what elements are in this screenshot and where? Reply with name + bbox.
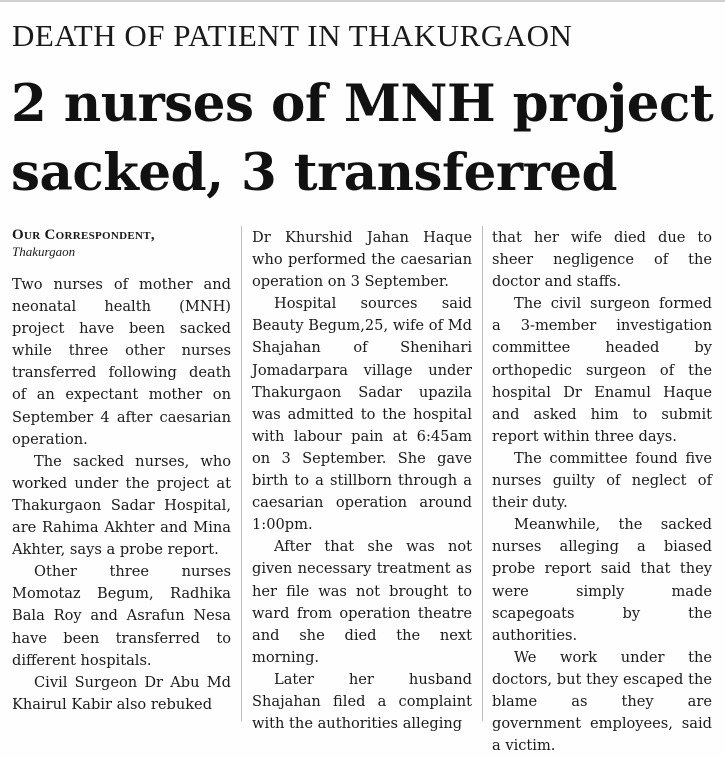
paragraph: Two nurses of mother and neonatal health (MNH) project have been sacked while three other nurses transferred following death of an expectant mother on September 4 after caesarian operation.: [12, 276, 231, 448]
column-1: [12, 226, 231, 725]
paragraph: Later her husband Shajahan filed a complaint with the authorities alleging: [252, 670, 472, 733]
paragraph: We work under the doctors, but they escaped the blame as they are government employees, said a victim.: [492, 648, 712, 755]
column-divider: [482, 226, 483, 721]
paragraph: The committee found five nurses guilty of neglect of their duty.: [492, 449, 712, 512]
paragraph: Meanwhile, the sacked nurses alleging a biased probe report said that they were simply made scapegoats by the authorities.: [492, 516, 712, 644]
top-rule: [0, 0, 725, 2]
headline-line-2: sacked, 3 transferred: [11, 143, 617, 203]
paragraph: Other three nurses Momotaz Begum, Radhika Bala Roy and Asrafun Nesa have been transferred to different hospitals.: [12, 563, 231, 669]
headline: [11, 70, 723, 208]
paragraph: that her wife died due to sheer negligence of the doctor and staffs.: [492, 229, 712, 291]
column-2: [252, 227, 472, 733]
headline-line-1: 2 nurses of MNH project: [11, 74, 714, 134]
dateline: Thakurgaon: [12, 244, 76, 259]
paragraph: Dr Khurshid Jahan Haque who performed the caesarian operation on 3 September.: [252, 229, 472, 291]
column-divider: [241, 226, 242, 721]
paragraph: Hospital sources said Beauty Begum,25, wife of Md Shajahan of Shenihari Jomadarpara village under Thakurgaon Sadar upazila was admitted to the hospital with labour pain at 6:45am on 3 September. She gave birth to a stillborn through a caesarian operation around 1:00pm.: [252, 295, 472, 534]
paragraph: The sacked nurses, who worked under the project at Thakurgaon Sadar Hospital, are Rahima Akhter and Mina Akhter, says a probe report.: [12, 452, 231, 559]
kicker: DEATH OF PATIENT IN THAKURGAON: [12, 18, 573, 53]
paragraph: After that she was not given necessary treatment as her file was not brought to ward from operation theatre and she died the next morning.: [252, 538, 472, 666]
column-3: [492, 227, 712, 755]
paragraph: Civil Surgeon Dr Abu Md Khairul Kabir also rebuked: [12, 673, 231, 713]
paragraph: The civil surgeon formed a 3-member investigation committee headed by orthopedic surgeon of the hospital Dr Enamul Haque and asked him to submit report within three days.: [492, 295, 712, 445]
byline: Our Correspondent,: [12, 227, 155, 243]
